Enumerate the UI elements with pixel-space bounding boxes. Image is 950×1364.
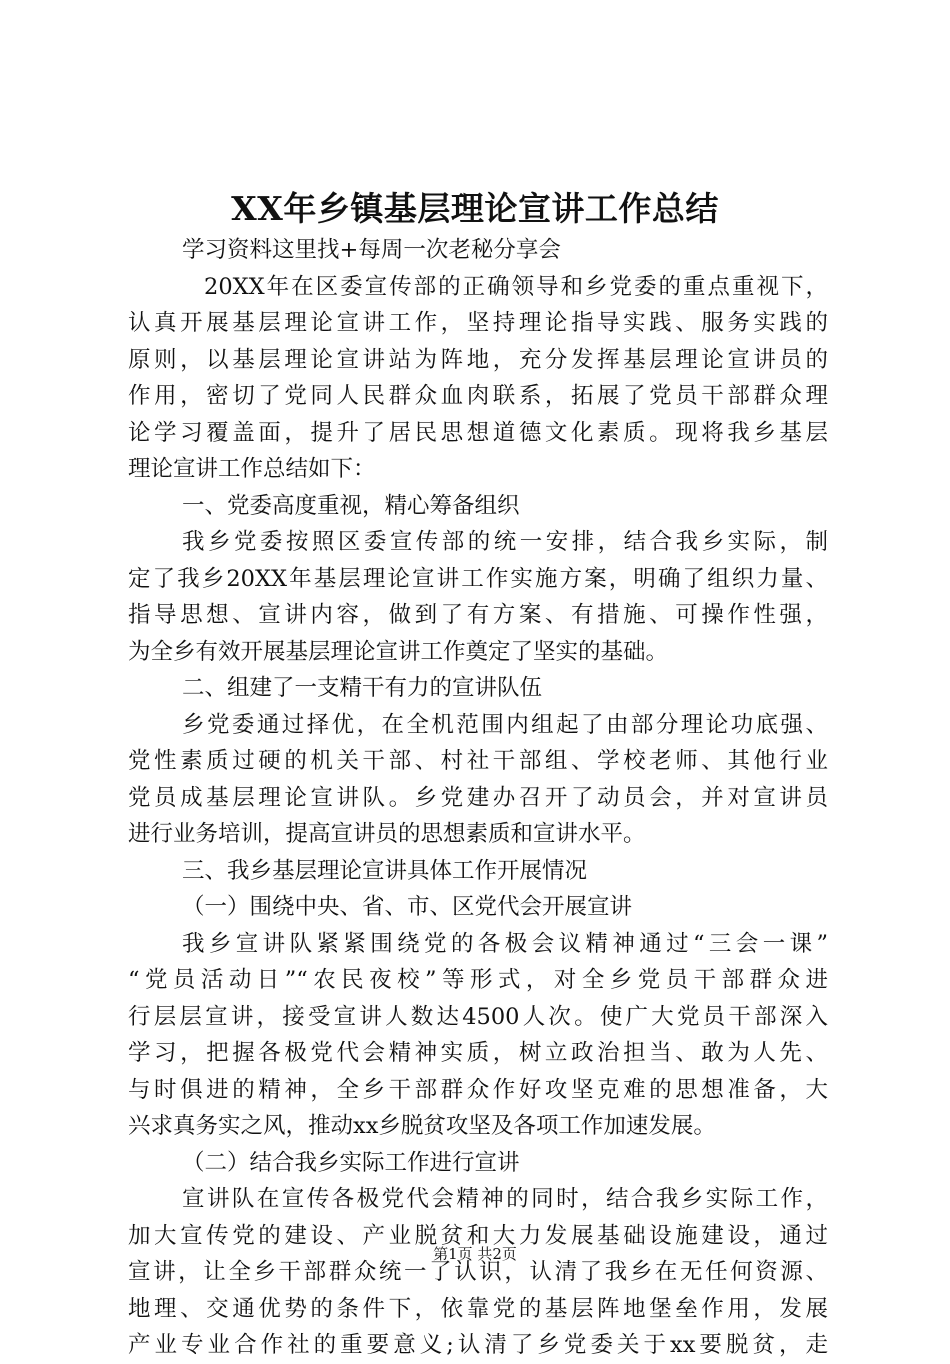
- page-footer: 第1页 共2页: [433, 1245, 517, 1263]
- section-heading: 二、组建了一支精干有力的宣讲队伍: [182, 675, 543, 701]
- body-line: “党员活动日”“农民夜校”等形式，对全乡党员干部群众进: [128, 967, 828, 993]
- section-heading: 三、我乡基层理论宣讲具体工作开展情况: [182, 857, 588, 884]
- body-line: 学习资料这里找+每周一次老秘分享会: [182, 237, 561, 263]
- body-line: 我乡宣讲队紧紧围绕党的各极会议精神通过“三会一课”: [182, 930, 828, 957]
- body-line: 我乡党委按照区委宣传部的统一安排，结合我乡实际，制: [182, 529, 828, 555]
- body-line: 宣讲队在宣传各极党代会精神的同时，结合我乡实际工作，: [182, 1186, 828, 1212]
- body-line: 认真开展基层理论宣讲工作，坚持理论指导实践、服务实践的: [128, 310, 828, 336]
- body-line: 论学习覆盖面，提升了居民思想道德文化素质。现将我乡基层: [128, 419, 828, 446]
- body-line: 地理、交通优势的条件下，依靠党的基层阵地堡垒作用，发展: [128, 1295, 828, 1322]
- body-line: 党性素质过硬的机关干部、村社干部组、学校老师、其他行业: [128, 748, 828, 774]
- body-line: 原则，以基层理论宣讲站为阵地，充分发挥基层理论宣讲员的: [128, 346, 828, 373]
- body-line: 党员成基层理论宣讲队。乡党建办召开了动员会，并对宣讲员: [128, 784, 828, 811]
- body-line: 学习，把握各极党代会精神实质，树立政治担当、敢为人先、: [128, 1040, 828, 1066]
- subsection-heading: （二）结合我乡实际工作进行宣讲: [182, 1149, 520, 1176]
- subsection-heading: （一）围绕中央、省、市、区党代会开展宣讲: [182, 894, 633, 920]
- body-line: 作用，密切了党同人民群众血肉联系，拓展了党员干部群众理: [128, 383, 828, 409]
- body-line: 乡党委通过择优，在全机范围内组起了由部分理论功底强、: [182, 711, 828, 738]
- body-line: 行层层宣讲，接受宣讲人数达4500人次。使广大党员干部深入: [128, 1003, 828, 1030]
- body-line: 为全乡有效开展基层理论宣讲工作奠定了坚实的基础。: [128, 638, 669, 665]
- body-line: 20XX年在区委宣传部的正确领导和乡党委的重点重视下，: [204, 273, 828, 300]
- body-line: 产业专业合作社的重要意义;认清了乡党委关于xx要脱贫，走: [128, 1332, 828, 1358]
- body-line: 宣讲，让全乡干部群众统一了认识，认清了我乡在无任何资源、: [128, 1259, 828, 1285]
- body-line: 理论宣讲工作总结如下：: [128, 456, 376, 482]
- section-heading: 一、党委高度重视，精心筹备组织: [182, 492, 520, 519]
- body-line: 进行业务培训，提高宣讲员的思想素质和宣讲水平。: [128, 821, 646, 847]
- body-line: 兴求真务实之风，推动xx乡脱贫攻坚及各项工作加速发展。: [128, 1113, 716, 1139]
- body-line: 与时俱进的精神，全乡干部群众作好攻坚克难的思想准备，大: [128, 1076, 828, 1103]
- body-line: 加大宣传党的建设、产业脱贫和大力发展基础设施建设，通过: [128, 1222, 828, 1249]
- body-line: 指导思想、宣讲内容，做到了有方案、有措施、可操作性强，: [128, 602, 828, 628]
- document-body: [128, 232, 828, 1364]
- document-title: XX年乡镇基层理论宣讲工作总结: [231, 189, 719, 228]
- body-line: 定了我乡20XX年基层理论宣讲工作实施方案，明确了组织力量、: [128, 565, 828, 592]
